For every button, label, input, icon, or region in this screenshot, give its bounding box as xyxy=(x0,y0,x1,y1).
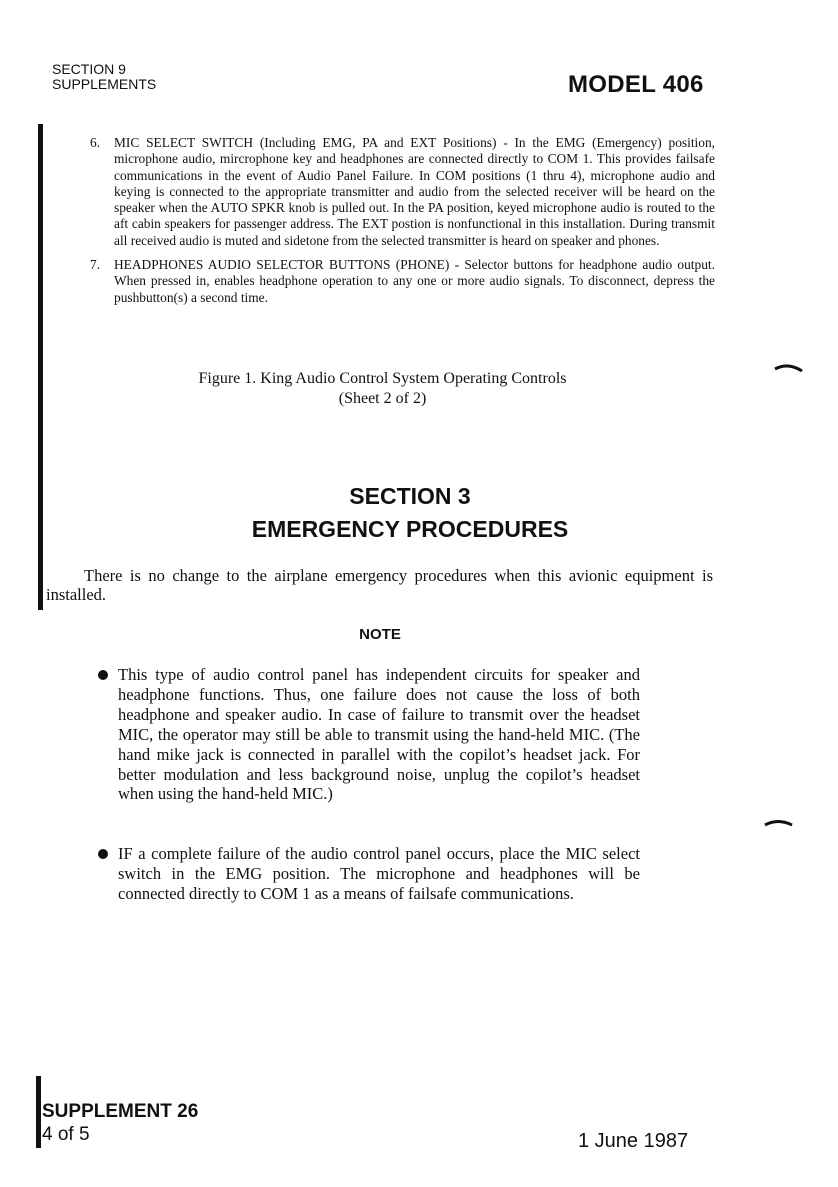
section-heading xyxy=(80,480,740,546)
list-item xyxy=(90,135,715,249)
figure-caption-line2: (Sheet 2 of 2) xyxy=(338,390,427,407)
note-bullet xyxy=(98,665,640,804)
figure-caption xyxy=(90,369,675,409)
note-bullet-text: This type of audio control panel has independent circuits for speaker and headphone functions. Thus, one failure does not cause the loss of both headphone and speaker audio. In case of failure to transmit over the headset MIC, the operator may still be able to transmit using the hand-held MIC. (The hand mike jack is connected in parallel with the copilot’s headset jack. For better modulation and less background noise, unplug the copilot’s headset when using the hand-held MIC.) xyxy=(118,665,640,804)
bullet-icon xyxy=(98,670,108,680)
change-bar-bottom xyxy=(36,1076,41,1148)
footer-supplement: SUPPLEMENT 26 xyxy=(42,1101,199,1122)
figure-caption-line1: Figure 1. King Audio Control System Operating Controls xyxy=(198,370,567,387)
margin-mark-icon xyxy=(764,817,794,827)
item-text: MIC SELECT SWITCH (Including EMG, PA and EXT Positions) - In the EMG (Emergency) position, microphone audio, mircrophone key and headphones are connected directly to COM 1. This provides failsafe communications in the event of Audio Panel Failure. In COM positions (1 thru 4), microphone audio and keying is connected to the appropriate transmitter and audio from the selected receiver will be heard on the speaker when the AUTO SPKR knob is pulled out. In the PA position, keyed microphone audio is routed to the aft cabin speakers for passenger address. The EXT postion is nonfunctional in this installation. During transmit all received audio is muted and sidetone from the selected transmitter is heard on speaker and phones. xyxy=(114,135,715,248)
note-bullet-text: IF a complete failure of the audio control panel occurs, place the MIC select switch in the EMG position. The microphone and headphones will be connected directly to COM 1 as a means of failsafe communications. xyxy=(118,844,640,903)
header-supplements-line: SUPPLEMENTS xyxy=(52,76,157,92)
header-section-line: SECTION 9 xyxy=(52,61,126,77)
item-text: HEADPHONES AUDIO SELECTOR BUTTONS (PHONE) - Selector buttons for headphone audio output. When pressed in, enables headphone operation to any one or more audio signals. To disconnect, depress the pushbutton(s) a second time. xyxy=(114,257,715,305)
section-title: EMERGENCY PROCEDURES xyxy=(251,516,569,542)
footer-date: 1 June 1987 xyxy=(578,1130,689,1152)
intro-text: There is no change to the airplane emergency procedures when this avionic equipment is installed. xyxy=(46,566,713,604)
section-number: SECTION 3 xyxy=(349,483,471,509)
footer-page-number: 4 of 5 xyxy=(42,1124,90,1145)
margin-mark-icon xyxy=(774,362,804,372)
list-item xyxy=(90,257,715,306)
control-descriptions xyxy=(90,135,715,314)
intro-paragraph xyxy=(46,566,713,604)
item-number: 7. xyxy=(90,257,101,273)
change-bar-top xyxy=(38,124,43,610)
item-number: 6. xyxy=(90,135,101,150)
header-section-label xyxy=(52,62,156,92)
note-bullet xyxy=(98,844,640,904)
bullet-icon xyxy=(98,849,108,859)
header-model: MODEL 406 xyxy=(568,71,704,98)
footer-supplement-block xyxy=(42,1100,198,1146)
note-label: NOTE xyxy=(359,626,401,643)
